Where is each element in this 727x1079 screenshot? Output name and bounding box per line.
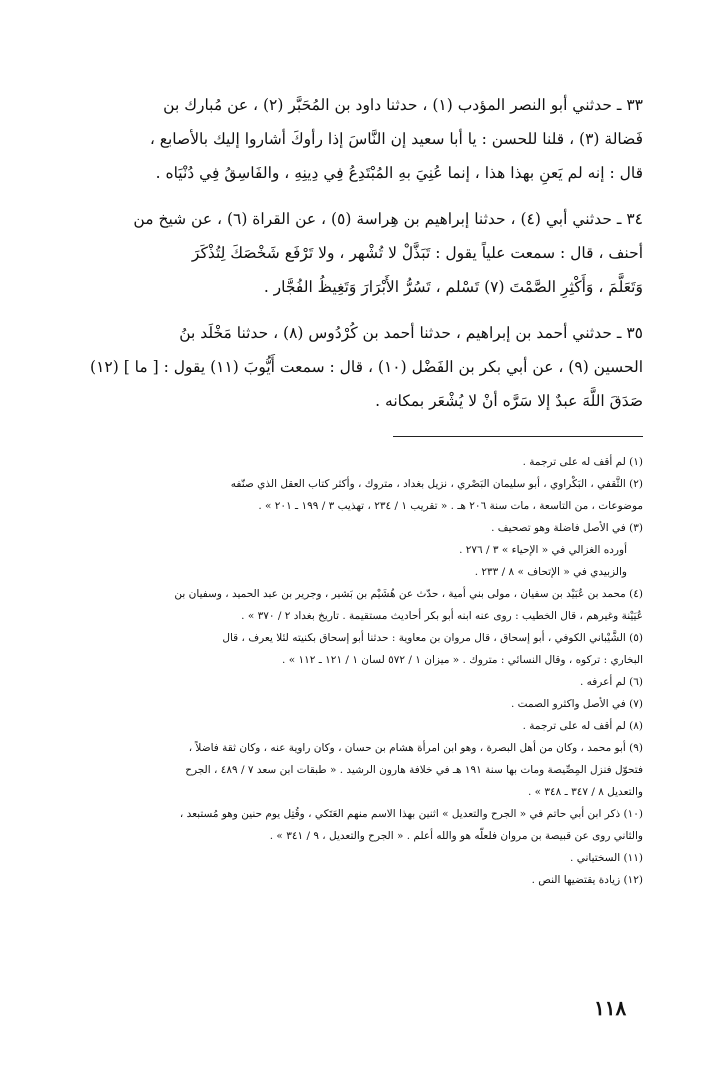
hadith-35: ٣٥ ـ حدثني أحمد بن إبراهيم ، حدثنا أحمد بن كُرْدُوس (٨) ، حدثنا مَخْلَد بنُ الحسين (٩) ، عن أبي بكر بن الفَضْل (١٠) ، قال : سمعت أَيُّوبَ (١١) يقول : [ ما ] (١٢) صَدَقَ اللَّهَ عبدٌ إلا سَرَّه أنْ لا يُشْعَر بمكانه . bbox=[90, 324, 643, 410]
footnote-9: (٩) أبو محمد ، وكان من أهل البصرة ، وهو ابن امرأة هشام بن حسان ، وكان راوية عنه ، وكان ثقة فاضلاً ، فتحوّل فنزل المِصِّيصة ومات بها سنة ١٩١ هـ في خلافة هارون الرشيد . « طبقات ابن سعد ٧ / ٤٨٩ ، الجرح والتعديل ٨ / ٣٤٧ ـ ٣٤٨ » . bbox=[185, 742, 643, 798]
hadith-section bbox=[88, 88, 643, 418]
footnote-3-source-ithaf: والزبيدي في « الإتحاف » ٨ / ٢٣٣ . bbox=[474, 566, 627, 578]
footnote-8: (٨) لم أقف له على ترجمة . bbox=[522, 720, 643, 732]
footnote-10: (١٠) ذكر ابن أبي حاتم في « الجرح والتعديل » اثنين بهذا الاسم منهم العَتَكي ، وقُتِل يوم حنين وهو مُستبعد ، والثاني روى عن قبيصة بن مروان فلعلّه هو والله أعلم . « الجرح والتعديل ، ٩ / ٣٤١ » . bbox=[179, 808, 643, 842]
footnote-4: (٤) محمد بن عُبَيْد بن سفيان ، مولى بني أمية ، حدّث عن هُشَيْم بن بَشير ، وجرير بن عبد الحميد ، وسفيان بن عُيَيْنة وغيرهم ، قال الخطيب : روى عنه ابنه أبو بكر أحاديث مستقيمة . تاريخ بغداد ٢ / ٣٧٠ » . bbox=[174, 588, 643, 622]
footnote-3-source-ihya: أورده الغزالي في « الإحياء » ٣ / ٢٧٦ . bbox=[459, 544, 627, 556]
footnote-6: (٦) لم أعرفه . bbox=[579, 676, 643, 688]
footnote-3: (٣) في الأصل فاضلة وهو تصحيف . bbox=[491, 522, 643, 534]
footnotes-section bbox=[88, 451, 643, 891]
footnote-7: (٧) في الأصل واكثرو الصمت . bbox=[510, 698, 643, 710]
footnote-divider bbox=[393, 436, 643, 437]
hadith-33: ٣٣ ـ حدثني أبو النصر المؤدب (١) ، حدثنا داود بن المُحَبَّر (٢) ، عن مُبارك بن فَضالة (٣) ، قلنا للحسن : يا أبا سعيد إن النَّاسَ إذا رأوكَ أشاروا إليك بالأصابع ، قال : إنه لم يَعنِ بهذا هذا ، إنما عُنِيَ بهِ المُبْتَدِعُ فِي دِينِهِ ، والفَاسِقُ فِي دُنْيَاه . bbox=[149, 96, 643, 182]
book-page bbox=[88, 88, 643, 891]
footnote-1: (١) لم أقف له على ترجمة . bbox=[522, 456, 643, 468]
hadith-34: ٣٤ ـ حدثني أبي (٤) ، حدثنا إبراهيم بن هِراسة (٥) ، عن القراة (٦) ، عن شيخ من أحنف ، قال : سمعت علياً يقول : تَبَذَّلْ لا تُشْهر ، ولا تَرْفَع شَخْصَكَ لِتُذْكَرَ وَتَعَلَّمَ ، وَأَكْثِرِ الصَّمْتَ (٧) تَسْلم ، تَسُرُّ الأَبْرَارَ وَتَغِيظُ الفُجَّار . bbox=[133, 210, 643, 296]
footnote-11: (١١) السختياني . bbox=[570, 852, 643, 864]
footnote-2: (٢) الثَّقفي ، البَكْراوي ، أبو سليمان البَصْري ، نزيل بغداد ، متروك ، وأكثر كتاب العقل الذي صنّفه موضوعات ، من التاسعة ، مات سنة ٢٠٦ هـ . « تقريب ١ / ٢٣٤ ، تهذيب ٣ / ١٩٩ ـ ٢٠١ » . bbox=[230, 478, 643, 512]
footnote-12: (١٢) زيادة يقتضيها النص . bbox=[531, 874, 643, 886]
footnote-5: (٥) الشَّيْباني الكوفي ، أبو إسحاق ، قال مروان بن معاوية : حدثنا أبو إسحاق بكنيته لئلا يعرف ، قال البخاري : تركوه ، وقال النسائي : متروك . « ميزان ١ / ٥٧٢ لسان ١ / ١٢١ ـ ١١٢ » . bbox=[222, 632, 643, 666]
page-number: ١١٨ bbox=[594, 996, 627, 1020]
